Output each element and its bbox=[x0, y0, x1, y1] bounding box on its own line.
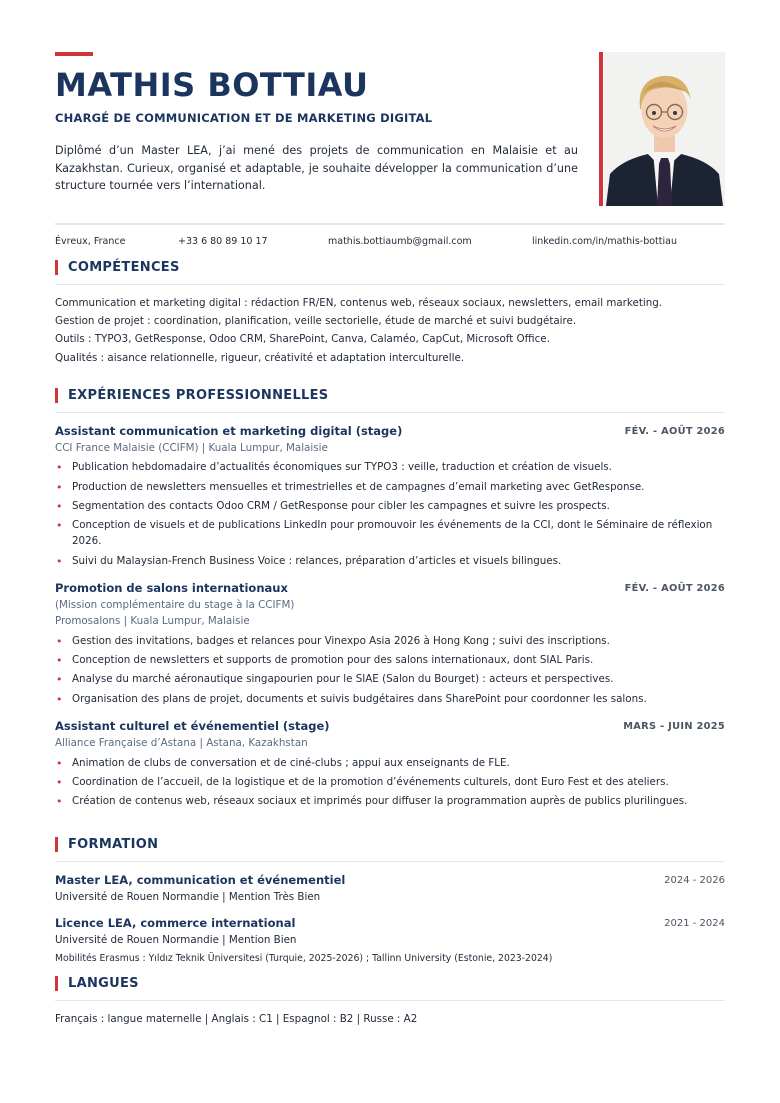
education-date: 2021 - 2024 bbox=[664, 918, 725, 929]
bullet-icon: • bbox=[56, 461, 63, 474]
competence-line: Outils : TYPO3, GetResponse, Odoo CRM, SharePoint, Canva, Calaméo, CapCut, Microsoft Office. bbox=[55, 333, 550, 345]
section-accent-bar bbox=[55, 388, 58, 403]
education-title: Master LEA, communication et événementiel bbox=[55, 873, 346, 887]
competence-line: Gestion de projet : coordination, planification, veille sectorielle, étude de marché et suivi budgétaire. bbox=[55, 315, 577, 327]
bullet-icon: • bbox=[56, 673, 63, 686]
job-bullet: • Conception de newsletters et supports de promotion pour des salons internationaux, dont SIAL Paris. bbox=[56, 654, 594, 667]
job-bullet: • Animation de clubs de conversation et de ciné-clubs ; appui aux enseignants de FLE. bbox=[56, 757, 510, 770]
section-title-competences bbox=[55, 260, 180, 275]
candidate-role: CHARGÉ DE COMMUNICATION ET DE MARKETING DIGITAL bbox=[55, 111, 433, 125]
competence-line: Communication et marketing digital : rédaction FR/EN, contenus web, réseaux sociaux, newsletters, email marketing. bbox=[55, 297, 663, 309]
job-bullet: • Segmentation des contacts Odoo CRM / GetResponse pour cibler les campagnes et suivre les prospects. bbox=[56, 500, 610, 513]
bullet-icon: • bbox=[56, 795, 63, 808]
bullet-icon: • bbox=[56, 693, 63, 706]
job-date: FÉV. - AOÛT 2026 bbox=[624, 426, 725, 437]
job-title: Promotion de salons internationaux bbox=[55, 581, 288, 595]
education-institution: Université de Rouen Normandie | Mention Bien bbox=[55, 934, 297, 946]
section-title-experiences bbox=[55, 388, 328, 403]
bullet-icon: • bbox=[56, 757, 63, 770]
section-title-langues bbox=[55, 976, 139, 991]
contact-divider bbox=[55, 223, 725, 225]
job-note: (Mission complémentaire du stage à la CCIFM) bbox=[55, 599, 295, 611]
section-divider bbox=[55, 1000, 725, 1001]
job-bullet: • Analyse du marché aéronautique singapourien pour le SIAE (Salon du Bourget) : acteurs et perspectives. bbox=[56, 673, 614, 686]
section-title-text: FORMATION bbox=[68, 837, 159, 852]
bullet-icon: • bbox=[56, 635, 63, 648]
job-date: FÉV. - AOÛT 2026 bbox=[624, 583, 725, 594]
contact-location: Évreux, France bbox=[55, 236, 126, 247]
bullet-icon: • bbox=[56, 519, 63, 532]
section-accent-bar bbox=[55, 976, 58, 991]
section-accent-bar bbox=[55, 837, 58, 852]
education-title: Licence LEA, commerce international bbox=[55, 916, 296, 930]
job-title: Assistant communication et marketing digital (stage) bbox=[55, 424, 403, 438]
education-institution: Université de Rouen Normandie | Mention Très Bien bbox=[55, 891, 321, 903]
section-divider bbox=[55, 412, 725, 413]
job-bullet: • Coordination de l’accueil, de la logistique et de la promotion d’événements culturels, dont Euro Fest et des ateliers. bbox=[56, 776, 669, 789]
section-divider bbox=[55, 284, 725, 285]
job-bullet: • Organisation des plans de projet, documents et suivis budgétaires dans SharePoint pour coordonner les salons. bbox=[56, 693, 647, 706]
job-bullet: • Conception de visuels et de publications LinkedIn pour promouvoir les événements de la CCI, dont le Séminaire de réflexion 2026. bbox=[56, 519, 713, 547]
section-title-text: EXPÉRIENCES PROFESSIONNELLES bbox=[68, 388, 329, 403]
contact-email[interactable]: mathis.bottiaumb@gmail.com bbox=[328, 236, 472, 247]
job-bullet: • Gestion des invitations, badges et relances pour Vinexpo Asia 2026 à Hong Kong ; suivi des inscriptions. bbox=[56, 635, 610, 648]
contact-linkedin[interactable]: linkedin.com/in/mathis-bottiau bbox=[532, 236, 677, 247]
section-divider bbox=[55, 861, 725, 862]
photo-accent-bar bbox=[599, 52, 603, 206]
section-title-text: COMPÉTENCES bbox=[68, 260, 180, 275]
education-date: 2024 - 2026 bbox=[664, 875, 725, 886]
job-organization: Alliance Française d’Astana | Astana, Kazakhstan bbox=[55, 737, 308, 749]
profile-photo bbox=[604, 52, 725, 206]
bullet-icon: • bbox=[56, 654, 63, 667]
bullet-icon: • bbox=[56, 481, 63, 494]
section-accent-bar bbox=[55, 260, 58, 275]
job-bullet: • Publication hebdomadaire d’actualités économiques sur TYPO3 : veille, traduction et création de visuels. bbox=[56, 461, 612, 474]
job-organization: Promosalons | Kuala Lumpur, Malaisie bbox=[55, 615, 250, 627]
bullet-icon: • bbox=[56, 555, 63, 568]
section-title-formation bbox=[55, 837, 158, 852]
job-bullet: • Suivi du Malaysian-French Business Voice : relances, préparation d’articles et visuels bilingues. bbox=[56, 555, 562, 568]
job-bullet: • Production de newsletters mensuelles et trimestrielles et de campagnes d’email marketing avec GetResponse. bbox=[56, 481, 645, 494]
languages-line: Français : langue maternelle | Anglais : C1 | Espagnol : B2 | Russe : A2 bbox=[55, 1013, 418, 1025]
header-accent-bar bbox=[55, 52, 93, 56]
contact-phone[interactable]: +33 6 80 89 10 17 bbox=[178, 236, 268, 247]
job-bullet: • Création de contenus web, réseaux sociaux et imprimés pour diffuser la programmation auprès de publics plurilingues. bbox=[56, 795, 688, 808]
candidate-name: MATHIS BOTTIAU bbox=[55, 66, 369, 104]
profile-summary: Diplômé d’un Master LEA, j’ai mené des projets de communication en Malaisie et au Kazakhstan. Curieux, organisé et adaptable, je souhaite développer la communication d’une structure tournée vers l’international. bbox=[55, 144, 578, 192]
profile-photo-frame bbox=[599, 52, 725, 206]
job-organization: CCI France Malaisie (CCIFM) | Kuala Lumpur, Malaisie bbox=[55, 442, 328, 454]
competence-line: Qualités : aisance relationnelle, rigueur, créativité et adaptation interculturelle. bbox=[55, 352, 465, 364]
job-title: Assistant culturel et événementiel (stage) bbox=[55, 719, 330, 733]
bullet-icon: • bbox=[56, 776, 63, 789]
job-date: MARS - JUIN 2025 bbox=[623, 721, 725, 732]
education-note: Mobilités Erasmus : Yıldız Teknik Üniversitesi (Turquie, 2025-2026) ; Tallinn University (Estonie, 2023-2024) bbox=[55, 953, 553, 964]
section-title-text: LANGUES bbox=[68, 976, 139, 991]
bullet-icon: • bbox=[56, 500, 63, 513]
